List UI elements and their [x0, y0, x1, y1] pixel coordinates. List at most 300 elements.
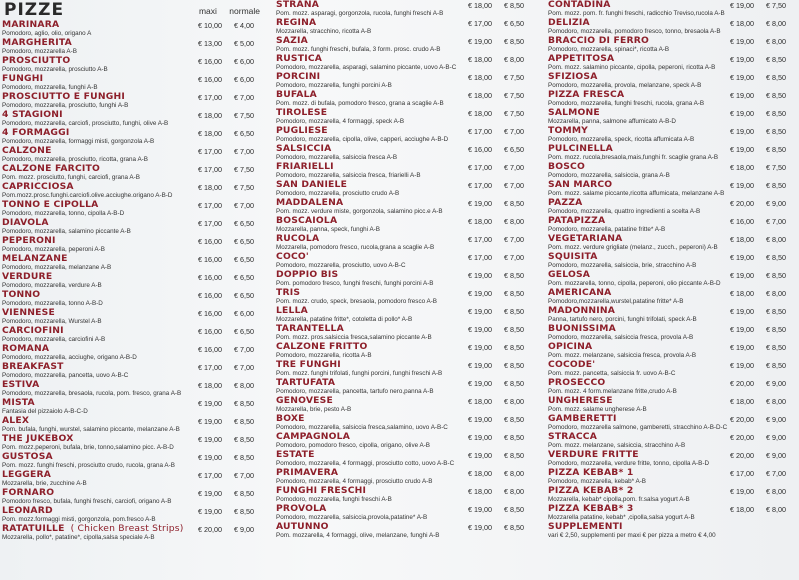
price-maxi: € 19,00 [730, 325, 754, 334]
price-normale: € 8,50 [504, 289, 524, 298]
menu-item [276, 522, 538, 540]
price-normale: € 8,00 [504, 55, 524, 64]
menu-item [2, 308, 264, 326]
price-maxi: € 20,00 [730, 415, 754, 424]
pizza-ingredients: Pomodoro, mozzarella, carciofini A-B [2, 336, 106, 343]
price-maxi: € 19,00 [468, 415, 492, 424]
pizza-name [2, 308, 264, 318]
menu-item [548, 108, 798, 126]
price-maxi: € 18,00 [730, 163, 754, 172]
pizza-name-text: ROMANA [2, 343, 50, 354]
menu-item [548, 252, 798, 270]
pizza-ingredients: Pomodoro, mozzarella, 4 formaggi, prosciutto cotto, uovo A-B-C [276, 460, 455, 467]
price-maxi: € 19,00 [468, 379, 492, 388]
menu-item [276, 306, 538, 324]
price-normale: € 8,50 [504, 523, 524, 532]
pizza-name-text: VEGETARIANA [548, 233, 623, 244]
pizza-name [276, 54, 538, 64]
pizza-ingredients: Pomodoro fresco, bufala, funghi freschi, carciofi, origano A-B [2, 498, 172, 505]
price-maxi: € 19,00 [468, 325, 492, 334]
pizza-name [276, 162, 538, 172]
menu-item [2, 92, 264, 110]
pizza-ingredients: Pomodoro, mozzarella, kebab* A-B [548, 478, 647, 485]
price-normale: € 8,50 [766, 253, 786, 262]
pizza-name-text: PROSCIUTTO [2, 55, 71, 66]
pizza-name [548, 162, 798, 172]
pizza-note: ( Chicken Breast Strips) [70, 523, 184, 534]
pizza-name [276, 522, 538, 532]
price-maxi: € 20,00 [198, 525, 222, 534]
menu-item [276, 144, 538, 162]
price-maxi: € 18,00 [730, 289, 754, 298]
price-maxi: € 19,00 [198, 453, 222, 462]
pizza-ingredients: Pomodoro, mozzarella, funghi A-B [2, 84, 98, 91]
price-maxi: € 18,00 [730, 235, 754, 244]
pizza-name-text: ESTATE [276, 449, 315, 460]
pizza-name [276, 324, 538, 334]
price-normale: € 8,00 [766, 235, 786, 244]
price-maxi: € 17,00 [198, 165, 222, 174]
menu-item [548, 396, 798, 414]
pizza-name-text: TRE FUNGHI [276, 359, 341, 370]
price-normale: € 8,50 [766, 181, 786, 190]
pizza-name-text: PULCINELLA [548, 143, 613, 154]
price-maxi: € 19,00 [730, 145, 754, 154]
pizza-name-text: DOPPIO BIS [276, 269, 339, 280]
price-normale: € 8,50 [766, 55, 786, 64]
price-normale: € 8,00 [766, 289, 786, 298]
menu-item [276, 234, 538, 252]
price-normale: € 8,50 [504, 271, 524, 280]
price-maxi: € 19,00 [468, 451, 492, 460]
price-normale: € 7,00 [234, 201, 254, 210]
price-normale: € 8,50 [234, 489, 254, 498]
pizza-name [2, 92, 264, 102]
price-maxi: € 19,00 [730, 361, 754, 370]
pizza-name-text: ALEX [2, 415, 30, 426]
price-maxi: € 19,00 [198, 435, 222, 444]
menu-item [276, 486, 538, 504]
price-maxi: € 17,00 [730, 469, 754, 478]
menu-column-3 [548, 0, 798, 580]
price-maxi: € 19,00 [730, 127, 754, 136]
pizza-name [548, 126, 798, 136]
pizza-ingredients: Pomodoro, mozzarella, prosciutto, funghi A-B [2, 102, 129, 109]
pizza-ingredients: Pom. mozz. salame ungherese A-B [548, 406, 647, 413]
menu-item [276, 342, 538, 360]
price-normale: € 9,00 [766, 451, 786, 460]
pizza-name-text: MARINARA [2, 19, 60, 30]
pizza-ingredients: Pomodoro, mozzarella, asparagi, salamino piccante, uovo A-B-C [276, 64, 457, 71]
pizza-name [548, 468, 798, 478]
menu-item [276, 108, 538, 126]
price-maxi: € 19,00 [198, 417, 222, 426]
price-normale: € 8,50 [504, 433, 524, 442]
pizza-name [276, 486, 538, 496]
pizza-name [2, 524, 264, 534]
pizza-name-text: BRACCIO DI FERRO [548, 35, 650, 46]
pizza-name [276, 360, 538, 370]
price-normale: € 5,00 [234, 39, 254, 48]
menu-item [2, 398, 264, 416]
menu-column-1 [2, 0, 264, 580]
menu-item [548, 180, 798, 198]
price-maxi: € 19,00 [198, 507, 222, 516]
menu-item [276, 126, 538, 144]
price-maxi: € 19,00 [730, 91, 754, 100]
price-normale: € 8,00 [766, 19, 786, 28]
pizza-ingredients: Pomodoro, mozzarella, tonno, cipolla A-B-D [2, 210, 125, 217]
pizza-name-text: AMERICANA [548, 287, 612, 298]
price-normale: € 8,50 [504, 1, 524, 10]
pizza-ingredients: Pom. mozz. melanzane, salsiccia, stracchino A-B [548, 442, 686, 449]
menu-item [548, 90, 798, 108]
price-normale: € 8,50 [766, 127, 786, 136]
price-normale: € 7,00 [234, 345, 254, 354]
pizza-name-text: PEPERONI [2, 235, 56, 246]
menu-item [548, 504, 798, 522]
pizza-name-text: CAMPAGNOLA [276, 431, 351, 442]
menu-item [548, 378, 798, 396]
price-normale: € 4,00 [234, 21, 254, 30]
price-normale: € 8,50 [504, 343, 524, 352]
pizza-ingredients: Pomodoro, mozzarella, salsiccia fresca, friarielli A-B [276, 172, 421, 179]
pizza-name-text: GUSTOSA [2, 451, 53, 462]
menu-item [2, 344, 264, 362]
pizza-name [2, 128, 264, 138]
pizza-list-3 [548, 0, 798, 522]
price-normale: € 8,00 [234, 381, 254, 390]
supplementi-section [548, 522, 798, 540]
pizza-name-text: TARTUFATA [276, 377, 336, 388]
pizza-ingredients: Pomodoro, mozzarella, salsiccia, brie, stracchino A-B [548, 262, 697, 269]
menu-item [2, 110, 264, 128]
price-normale: € 6,50 [234, 291, 254, 300]
price-normale: € 7,50 [504, 73, 524, 82]
price-maxi: € 17,00 [198, 93, 222, 102]
price-maxi: € 16,00 [198, 57, 222, 66]
pizza-ingredients: Pomodoro, mozzarella, cipolla, olive, capperi, acciughe A-B-D [276, 136, 449, 143]
price-maxi: € 17,00 [198, 363, 222, 372]
pizza-ingredients: Pomodoro, mozzarella, bresaola, rucola, pom. fresco, grana A-B [2, 390, 182, 397]
pizza-name-text: CAPRICCIOSA [2, 181, 74, 192]
price-maxi: € 17,00 [468, 181, 492, 190]
pizza-name [2, 236, 264, 246]
pizza-name [276, 252, 538, 262]
pizza-ingredients: Pomodoro, mozzarella, prosciutto crudo A-B [276, 190, 400, 197]
pizza-ingredients: Mozzarella, panna, salmone affumicato A-B-D [548, 118, 676, 125]
price-maxi: € 19,00 [730, 109, 754, 118]
price-maxi: € 19,00 [468, 37, 492, 46]
pizza-name-text: GENOVESE [276, 395, 333, 406]
menu-item [276, 54, 538, 72]
pizza-name-text: LELLA [276, 305, 308, 316]
pizza-name [2, 74, 264, 84]
menu-item [276, 396, 538, 414]
price-normale: € 8,00 [766, 37, 786, 46]
menu-item [548, 270, 798, 288]
pizza-name [276, 234, 538, 244]
pizza-list-2 [276, 0, 538, 540]
price-maxi: € 17,00 [198, 201, 222, 210]
pizza-ingredients: Pomodoro, mozzarella, funghi freschi A-B [276, 496, 392, 503]
price-normale: € 8,50 [234, 453, 254, 462]
pizza-name [2, 416, 264, 426]
pizza-name [2, 434, 264, 444]
pizza-name-text: GAMBERETTI [548, 413, 617, 424]
price-normale: € 7,50 [766, 163, 786, 172]
pizza-ingredients: Pom. mozzarella, tonno, cipolla, peperoni, olio piccante A-B-D [548, 280, 721, 287]
price-maxi: € 18,00 [730, 505, 754, 514]
pizza-name [548, 432, 798, 442]
pizza-name [276, 468, 538, 478]
price-maxi: € 16,00 [198, 345, 222, 354]
pizza-name [2, 218, 264, 228]
price-maxi: € 18,00 [468, 217, 492, 226]
pizza-ingredients: Pomodoro, mozzarella, pomodoro fresco, tonno, bresaola A-B [548, 28, 721, 35]
pizza-ingredients: Pom. mozz. melanzane, salsiccia fresca, provola A-B [548, 352, 697, 359]
pizza-name [2, 56, 264, 66]
price-maxi: € 19,00 [730, 73, 754, 82]
pizza-name-text: PATAPIZZA [548, 215, 606, 226]
price-maxi: € 19,00 [730, 37, 754, 46]
price-maxi: € 18,00 [468, 109, 492, 118]
pizza-list-1 [2, 20, 264, 542]
pizza-name-text: 4 FORMAGGI [2, 127, 70, 138]
menu-item [548, 198, 798, 216]
pizza-name-text: MADDALENA [276, 197, 344, 208]
menu-item [548, 54, 798, 72]
menu-item [276, 414, 538, 432]
price-maxi: € 10,00 [198, 21, 222, 30]
menu-item [548, 432, 798, 450]
pizza-name [548, 198, 798, 208]
price-maxi: € 19,00 [730, 487, 754, 496]
supplementi-title: SUPPLEMENTI [548, 521, 623, 532]
price-maxi: € 18,00 [198, 381, 222, 390]
price-maxi: € 16,00 [198, 309, 222, 318]
pizza-ingredients: Pom. mozz. 4 form.melanzane fritte,crudo A-B [548, 388, 677, 395]
pizza-name-text: CARCIOFINI [2, 325, 64, 336]
pizza-ingredients: Pomodoro,mozzarella,wurstel,patatine fritte* A-B [548, 298, 684, 305]
pizza-ingredients: Fantasia del pizzaiolo A-B-C-D [2, 408, 88, 415]
pizza-name [548, 216, 798, 226]
pizza-ingredients: Pom. bufala, funghi, wurstel, salamino piccante, melanzane A-B [2, 426, 180, 433]
pizza-ingredients: Pomodoro, mozzarella, ricotta A-B [276, 352, 372, 359]
pizza-name-text: LEONARD [2, 505, 53, 516]
menu-item [276, 270, 538, 288]
price-normale: € 8,00 [504, 487, 524, 496]
price-maxi: € 16,00 [198, 75, 222, 84]
pizza-name-text: REGINA [276, 17, 317, 28]
pizza-ingredients: Pomodoro, mozzarella, 4 formaggi, prosciutto crudo A-B [276, 478, 433, 485]
price-maxi: € 19,00 [730, 253, 754, 262]
menu-item [548, 18, 798, 36]
pizza-ingredients: Pom. mozz. verdure miste, gorgonzola, salamino picc.e A-B [276, 208, 443, 215]
price-maxi: € 16,00 [468, 145, 492, 154]
pizza-name [276, 216, 538, 226]
size-normale-label: normale [229, 6, 260, 16]
pizza-name [548, 342, 798, 352]
pizza-name-text: BOSCO [548, 161, 585, 172]
price-normale: € 7,00 [234, 471, 254, 480]
price-maxi: € 18,00 [468, 397, 492, 406]
price-maxi: € 19,00 [468, 523, 492, 532]
size-labels [189, 6, 260, 16]
pizza-name-text: SFIZIOSA [548, 71, 598, 82]
pizza-ingredients: Pomodoro, mozzarella, salsiccia, grana A-B [548, 172, 670, 179]
menu-item [548, 0, 798, 18]
pizza-name-text: MADONNINA [548, 305, 616, 316]
price-normale: € 7,50 [766, 1, 786, 10]
price-normale: € 7,00 [234, 147, 254, 156]
menu-item [276, 0, 538, 18]
menu-item [2, 20, 264, 38]
pizza-name-text: PUGLIESE [276, 125, 328, 136]
pizza-ingredients: Pomodoro, mozzarella, funghi freschi, rucola, grana A-B [548, 100, 705, 107]
pizza-ingredients: Pomodoro, mozzarella, acciughe, origano A-B-D [2, 354, 137, 361]
pizza-name-text: CONTADINA [548, 0, 611, 10]
pizza-name [548, 288, 798, 298]
pizza-name-text: PROVOLA [276, 503, 327, 514]
price-maxi: € 20,00 [730, 451, 754, 460]
pizza-ingredients: Pom. mozz. salame piccante,ricotta affumicata, melanzane A-B [548, 190, 725, 197]
pizza-name-text: GELOSA [548, 269, 591, 280]
pizza-name [276, 432, 538, 442]
menu-title: PIZZE [4, 0, 65, 20]
pizza-name-text: SAZIA [276, 35, 308, 46]
pizza-name-text: COCODE' [548, 359, 596, 370]
price-maxi: € 16,00 [198, 237, 222, 246]
pizza-ingredients: Mozzarella, panna, speck, funghi A-B [276, 226, 380, 233]
pizza-ingredients: Mozzarella, pollo*, patatine*, cipolla,salsa speciale A-B [2, 534, 155, 541]
pizza-ingredients: Pom. mozz. pom. fr. funghi freschi, radicchio Treviso,rucola A-B [548, 10, 725, 17]
pizza-ingredients: Pom. mozz. crudo, speck, bresaola, pomodoro fresco A-B [276, 298, 437, 305]
price-maxi: € 19,00 [468, 307, 492, 316]
menu-item [2, 218, 264, 236]
pizza-name-text: DELIZIA [548, 17, 590, 28]
price-normale: € 8,50 [766, 271, 786, 280]
price-normale: € 6,00 [234, 57, 254, 66]
price-normale: € 8,50 [766, 73, 786, 82]
pizza-name [548, 108, 798, 118]
pizza-name [276, 414, 538, 424]
price-normale: € 8,00 [504, 397, 524, 406]
pizza-name-text: TONNO E CIPOLLA [2, 199, 99, 210]
price-normale: € 7,00 [504, 181, 524, 190]
price-normale: € 7,00 [766, 469, 786, 478]
pizza-name-text: VIENNESE [2, 307, 55, 318]
pizza-ingredients: Pomodoro, mozzarella, salsiccia,provola,patatine* A-B [276, 514, 428, 521]
pizza-name [548, 486, 798, 496]
menu-item [276, 252, 538, 270]
pizza-ingredients: Pomodoro, mozzarella, 4 formaggi, speck A-B [276, 118, 405, 125]
price-maxi: € 18,00 [198, 129, 222, 138]
pizza-name [2, 380, 264, 390]
pizza-name-text: FUNGHI FRESCHI [276, 485, 367, 496]
pizza-name [2, 164, 264, 174]
pizza-ingredients: Pomodoro, mozzarella, provola, melanzane, speck A-B [548, 82, 702, 89]
pizza-ingredients: Mozzarella, patatine fritte*, cotoletta di pollo* A-B [276, 316, 413, 323]
pizza-ingredients: Panna, tartufo nero, porcini, funghi trifolati, speck A-B [548, 316, 697, 323]
pizza-name [276, 18, 538, 28]
pizza-name-text: CALZONE [2, 145, 52, 156]
pizza-name-text: BREAKFAST [2, 361, 64, 372]
price-maxi: € 19,00 [730, 181, 754, 190]
price-maxi: € 18,00 [468, 73, 492, 82]
menu-item [548, 450, 798, 468]
price-maxi: € 19,00 [468, 199, 492, 208]
price-normale: € 8,50 [504, 307, 524, 316]
pizza-name-text: CALZONE FRITTO [276, 341, 368, 352]
menu-item [2, 326, 264, 344]
price-normale: € 8,00 [766, 487, 786, 496]
price-maxi: € 19,00 [730, 1, 754, 10]
menu-item [276, 450, 538, 468]
pizza-name-text: PIZZA KEBAB* 3 [548, 503, 634, 514]
pizza-ingredients: Pom. mozz. pros.salsiccia fresca,salamino piccante A-B [276, 334, 432, 341]
pizza-name-text: TARANTELLA [276, 323, 344, 334]
pizza-name-text: DIAVOLA [2, 217, 49, 228]
pizza-ingredients: Pomodoro, mozzarella, spinaci*, ricotta A-B [548, 46, 670, 53]
pizza-name-text: STRACCA [548, 431, 598, 442]
pizza-name [548, 504, 798, 514]
menu-item [2, 164, 264, 182]
price-normale: € 8,50 [234, 435, 254, 444]
pizza-ingredients: Pomodoro, mozzarella, melanzane A-B [2, 264, 112, 271]
pizza-ingredients: Mozzarella, stracchino, ricotta A-B [276, 28, 372, 35]
pizza-name [276, 144, 538, 154]
pizza-name-text: PRIMAVERA [276, 467, 339, 478]
menu-item [2, 506, 264, 524]
price-normale: € 6,50 [234, 327, 254, 336]
menu-item [2, 254, 264, 272]
pizza-ingredients: Pom. mozzarella, 4 formaggi, olive, melanzane, funghi A-B [276, 532, 440, 539]
menu-item [548, 288, 798, 306]
pizza-name [548, 18, 798, 28]
price-normale: € 8,50 [766, 109, 786, 118]
menu-item [2, 362, 264, 380]
price-normale: € 6,00 [234, 309, 254, 318]
pizza-ingredients: Mozzarella, kebab* cipolla,pom. fr.salsa yogurt A-B [548, 496, 690, 503]
pizza-name [548, 180, 798, 190]
price-maxi: € 19,00 [468, 433, 492, 442]
pizza-name [2, 146, 264, 156]
pizza-ingredients: Pomodoro, aglio, olio, origano A [2, 30, 92, 37]
pizza-ingredients: Pom. mozz. di bufala, pomodoro fresco, grana a scaglie A-B [276, 100, 444, 107]
pizza-name-text: SALSICCIA [276, 143, 332, 154]
pizza-name [2, 398, 264, 408]
pizza-ingredients: Pomodoro, mozzarella, peperoni A-B [2, 246, 105, 253]
menu-item [276, 324, 538, 342]
pizza-name [2, 38, 264, 48]
pizza-name-text: BUONISSIMA [548, 323, 616, 334]
price-maxi: € 19,00 [730, 55, 754, 64]
price-normale: € 6,00 [234, 75, 254, 84]
pizza-name-text: AUTUNNO [276, 521, 329, 532]
menu-item [2, 452, 264, 470]
price-normale: € 8,50 [766, 325, 786, 334]
menu-item [276, 504, 538, 522]
menu-item [2, 416, 264, 434]
pizza-ingredients: Pomodoro, mozzarella, quattro ingredienti a scelta A-B [548, 208, 701, 215]
pizza-name-text: VERDURE FRITTE [548, 449, 639, 460]
price-normale: € 6,50 [234, 255, 254, 264]
pizza-name-text: TONNO [2, 289, 41, 300]
price-maxi: € 17,00 [198, 147, 222, 156]
price-normale: € 8,50 [504, 415, 524, 424]
price-normale: € 7,50 [234, 165, 254, 174]
